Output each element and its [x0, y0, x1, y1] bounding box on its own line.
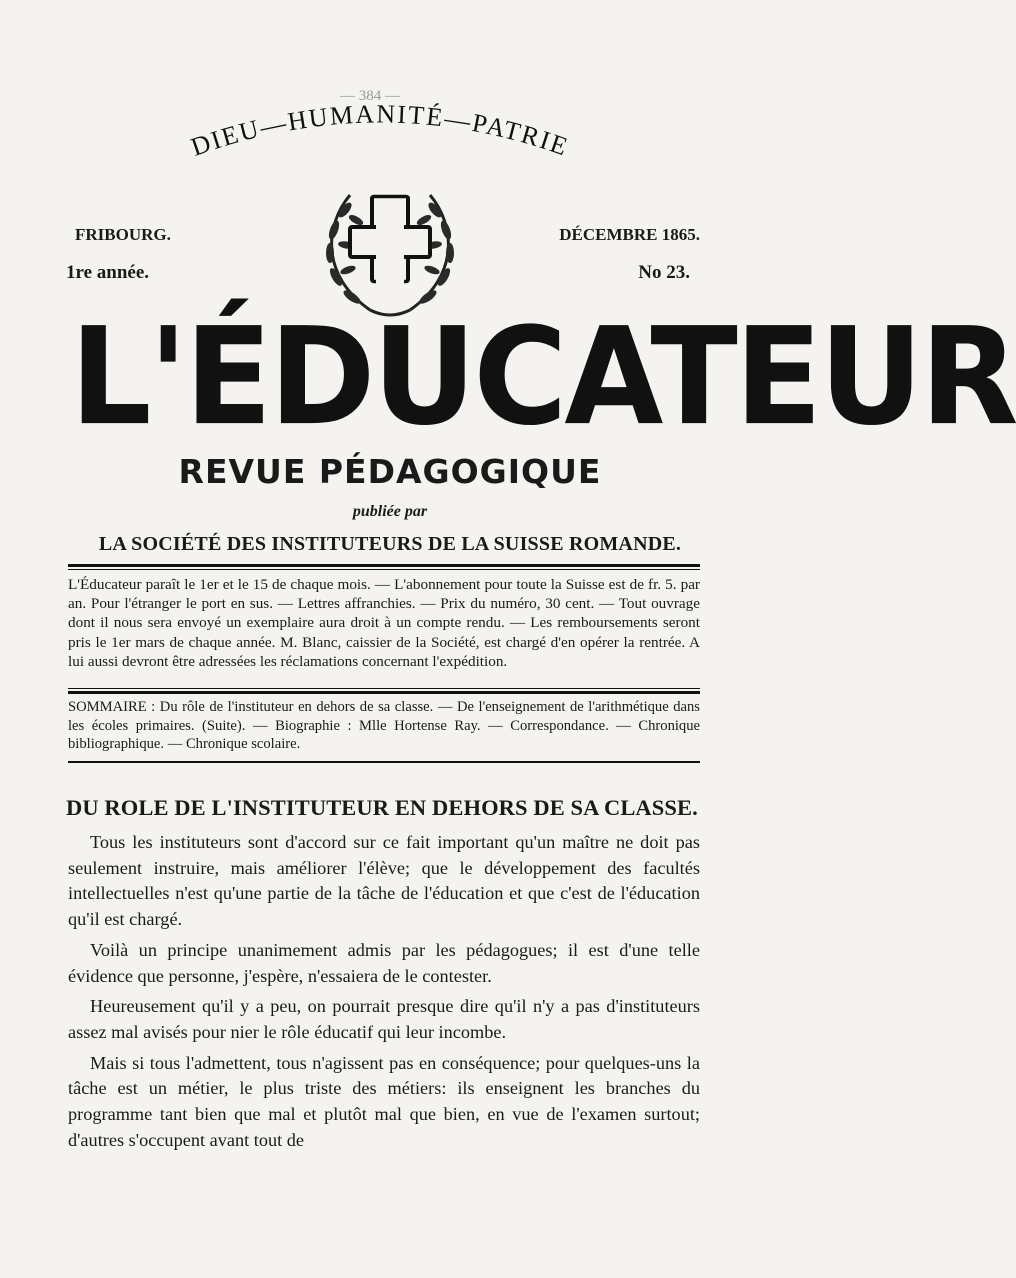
divider-bottom [68, 761, 700, 763]
year-label: 1re année. [66, 262, 150, 283]
society-name: LA SOCIÉTÉ DES INSTITUTEURS DE LA SUISSE ROMANDE. [98, 533, 682, 555]
divider-mid [68, 691, 700, 694]
publisher-note: publiée par [352, 503, 428, 520]
page-number: — 384 — [340, 88, 400, 104]
subscription-info: L'Éducateur paraît le 1er et le 15 de chaque mois. — L'abonnement pour toute la Suisse est de fr. 5. par an. Pour l'étranger le port en sus. — Lettres affranchies. — Prix du numéro, 30 cent. — Tout ouvrage dont il nous sera envoyé un exemplaire aura droit à un compte rendu. — Les remboursements seront pris le 1er mars de chaque année. M. Blanc, caissier de la Société, est chargé d'en opérer la rentrée. A lui aussi devront être adressées les réclamations concernant l'expédition. [68, 576, 700, 670]
divider-top [68, 564, 700, 567]
masthead-subtitle: REVUE PÉDAGOGIQUE [178, 452, 602, 491]
motto-text: DIEU—HUMANITÉ—PATRIE [187, 99, 573, 162]
issue-number: No 23. [638, 262, 690, 283]
place-label: FRIBOURG. [75, 225, 171, 244]
article-paragraph: Mais si tous l'admettent, tous n'agissent pas en conséquence; pour quelques-uns la tâche est un métier, le plus triste des métiers: ils enseignent les branches du programme tant bien que mal et plutôt mal que bien, en vue de l'examen surtout; d'autres s'occupent avant tout de [68, 1052, 700, 1150]
svg-text:DIEU—HUMANITÉ—PATRIE [187, 99, 573, 161]
article-body [68, 830, 700, 1158]
article-title: DU ROLE DE L'INSTITUTEUR EN DEHORS DE SA CLASSE. [66, 795, 698, 820]
date-label: DÉCEMBRE 1865. [559, 225, 700, 244]
article-paragraph: Heureusement qu'il y a peu, on pourrait presque dire qu'il n'y a pas d'instituteurs assez mal avisés pour nier le rôle éducatif qui leur incombe. [68, 996, 700, 1042]
divider-top-thin [68, 569, 700, 570]
motto-arc [140, 95, 620, 195]
summary: SOMMAIRE : Du rôle de l'instituteur en dehors de sa classe. — De l'enseignement de l'arithmétique dans les écoles primaires. (Suite). — Biographie : Mlle Hortense Ray. — Correspondance. — Chronique bibliographique. — Chronique scolaire. [68, 699, 700, 752]
masthead-title: L'ÉDUCATEUR [70, 299, 1016, 456]
article-paragraph: Voilà un principe unanimement admis par les pédagogues; il est d'une telle évidence que personne, j'espère, n'essaiera de le contester. [68, 939, 700, 986]
article-paragraph: Tous les instituteurs sont d'accord sur ce fait important qu'un maître ne doit pas seulement instruire, mais améliorer l'élève; que le développement des facultés intellectuelles n'est qu'une partie de la tâche de l'éducation et que c'est de l'éducation qu'il est chargé. [68, 832, 700, 930]
divider-mid-thin [68, 688, 700, 689]
